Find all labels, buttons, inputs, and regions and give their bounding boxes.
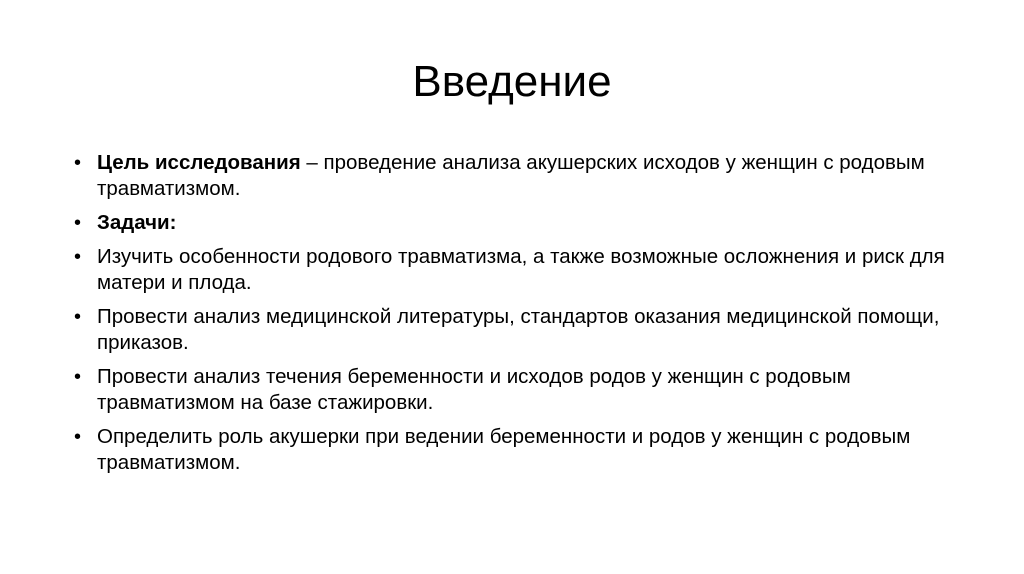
bullet-item-task-2	[72, 304, 952, 356]
bullet-item-task-4	[72, 424, 952, 476]
bullet-item-goal	[72, 150, 952, 202]
tasks-label: Задачи:	[97, 211, 177, 234]
bullet-item-task-3	[72, 364, 952, 416]
goal-label: Цель исследования	[97, 151, 301, 174]
bullet-item-task-1	[72, 244, 952, 296]
bullet-item-tasks	[72, 210, 952, 236]
bullet-icon: •	[74, 306, 82, 328]
slide-title: Введение	[412, 57, 612, 106]
bullet-list	[72, 150, 952, 484]
task-3-text: Провести анализ течения беременности и исходов родов у женщин с родовым травматизмом на базе стажировки.	[97, 365, 851, 414]
bullet-icon: •	[74, 152, 82, 174]
task-4-text: Определить роль акушерки при ведении беременности и родов у женщин с родовым травматизмом.	[97, 425, 911, 474]
bullet-icon: •	[74, 366, 82, 388]
goal-text: – проведение анализа акушерских исходов у женщин с родовым травматизмом.	[97, 151, 925, 200]
task-1-text: Изучить особенности родового травматизма, а также возможные осложнения и риск для матери и плода.	[97, 245, 945, 294]
bullet-icon: •	[74, 426, 82, 448]
task-2-text: Провести анализ медицинской литературы, стандартов оказания медицинской помощи, приказов.	[97, 305, 940, 354]
bullet-icon: •	[74, 212, 82, 234]
bullet-icon: •	[74, 246, 82, 268]
